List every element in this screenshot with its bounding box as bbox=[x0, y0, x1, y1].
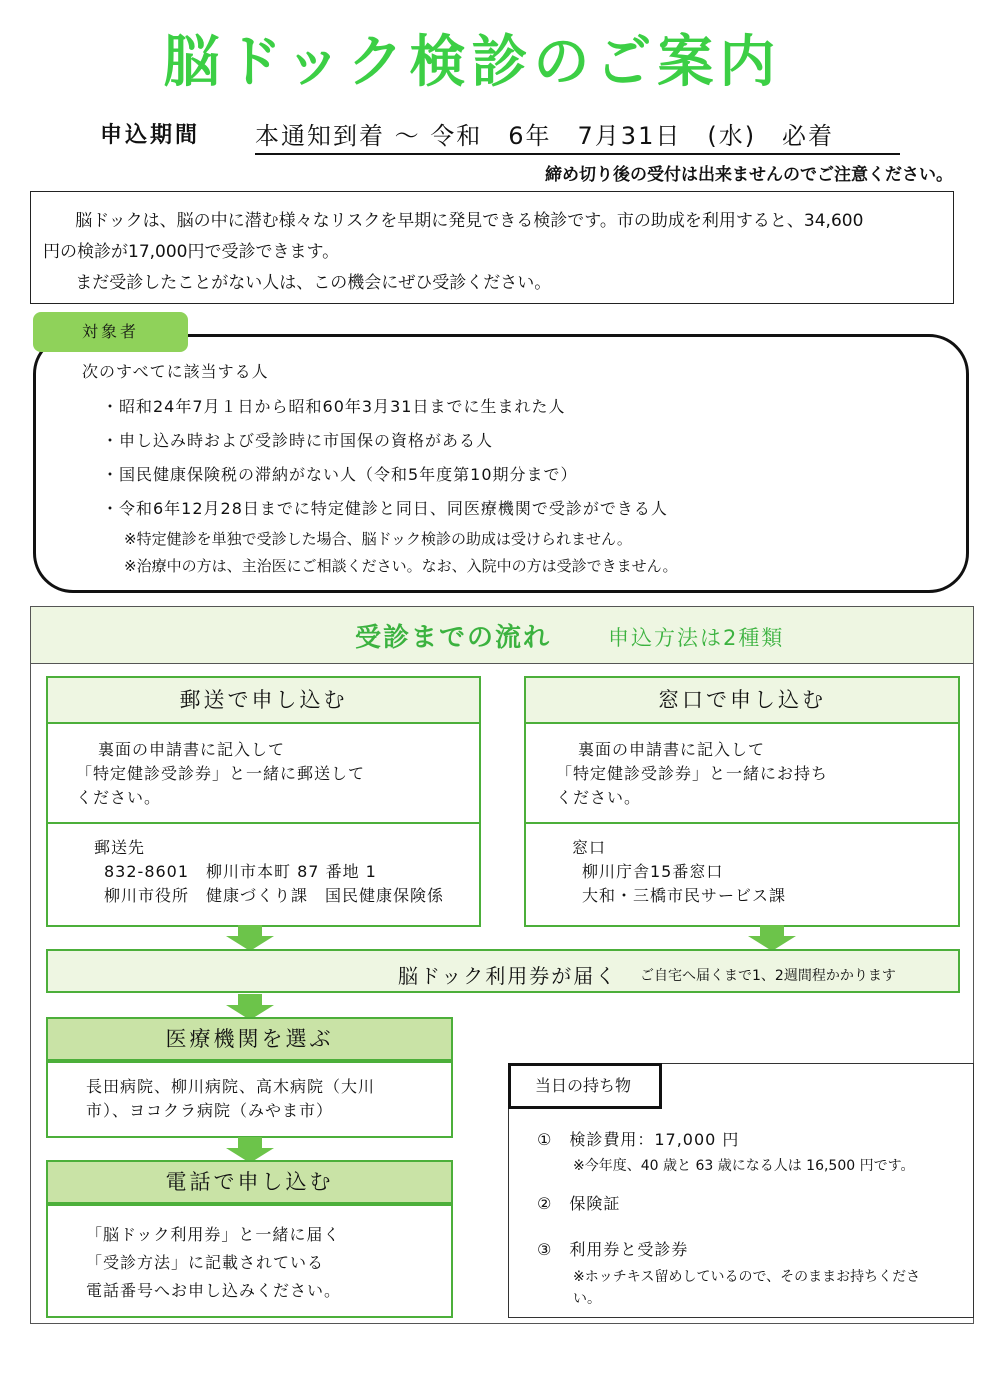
intro-line-2: 円の検診が17,000円で受診できます。 bbox=[43, 242, 340, 262]
counter-apply-box bbox=[524, 676, 960, 824]
phone-apply-heading: 電話で申し込む bbox=[48, 1162, 451, 1202]
flow-subtitle: 申込方法は2種類 bbox=[608, 626, 785, 650]
counter-desc-2: 「特定健診受診券」と一緒にお持ち bbox=[556, 764, 829, 783]
ticket-arrives-box bbox=[46, 949, 960, 993]
ticket-arrives-note: ご自宅へ届くまで1、2週間程かかります bbox=[640, 968, 896, 984]
down-arrow-icon bbox=[748, 925, 796, 951]
bring-item-3-note-2: い。 bbox=[573, 1291, 601, 1307]
counter-desc-1: 裏面の申請書に記入して bbox=[578, 740, 766, 759]
mail-destination-line-1: 832-8601 柳川市本町 87 番地 1 bbox=[104, 862, 377, 881]
choose-hospital-heading: 医療機関を選ぶ bbox=[48, 1019, 451, 1059]
bring-item-1: ① 検診費用：17,000 円 bbox=[537, 1130, 740, 1149]
hospital-list-box bbox=[46, 1061, 453, 1138]
counter-destination-line-1: 柳川庁舎15番窓口 bbox=[582, 862, 724, 881]
mail-destination-box bbox=[46, 822, 481, 927]
target-note-2: ※治療中の方は、主治医にご相談ください。なお、入院中の方は受診できません。 bbox=[124, 557, 678, 575]
bring-item-1-note: ※今年度、40 歳と 63 歳になる人は 16,500 円です。 bbox=[573, 1158, 915, 1174]
phone-apply-line-1: 「脳ドック利用券」と一緒に届く bbox=[86, 1225, 341, 1244]
target-item-2: ・申し込み時および受診時に市国保の資格がある人 bbox=[102, 431, 494, 450]
page-title: 脳ドック検診のご案内 bbox=[163, 30, 782, 95]
items-to-bring-tab: 当日の持ち物 bbox=[508, 1063, 662, 1109]
target-note-1: ※特定健診を単独で受診した場合、脳ドック検診の助成は受けられません。 bbox=[124, 530, 632, 548]
counter-destination-line-2: 大和・三橋市民サービス課 bbox=[582, 886, 787, 905]
target-lead: 次のすべてに該当する人 bbox=[82, 362, 269, 381]
counter-apply-heading: 窓口で申し込む bbox=[526, 678, 958, 724]
ticket-arrives-label: 脳ドック利用券が届く bbox=[398, 964, 618, 988]
target-item-1: ・昭和24年7月１日から昭和60年3月31日までに生まれた人 bbox=[102, 397, 566, 416]
intro-line-3: まだ受診したことがない人は、この機会にぜひ受診ください。 bbox=[75, 273, 552, 293]
counter-desc-3: ください。 bbox=[556, 788, 642, 807]
mail-apply-box bbox=[46, 676, 481, 824]
bring-item-2: ② 保険証 bbox=[537, 1194, 621, 1213]
mail-desc-1: 裏面の申請書に記入して bbox=[98, 740, 286, 759]
deadline-note: 締め切り後の受付は出来ませんのでご注意ください。 bbox=[545, 165, 953, 185]
application-period-value: 本通知到着 ～ 令和 6年 7月31日 (水) 必着 bbox=[255, 116, 900, 155]
intro-box bbox=[30, 191, 954, 304]
target-item-3: ・国民健康保険税の滞納がない人（令和5年度第10期分まで） bbox=[102, 465, 578, 484]
bring-item-3: ③ 利用券と受診券 bbox=[537, 1240, 689, 1259]
mail-destination-line-2: 柳川市役所 健康づくり課 国民健康保険係 bbox=[104, 886, 445, 905]
phone-apply-line-2: 「受診方法」に記載されている bbox=[86, 1253, 325, 1272]
bring-item-3-note-1: ※ホッチキス留めしているので、そのままお持ちくださ bbox=[573, 1269, 921, 1285]
hospital-list-line-2: 市）、ヨコクラ病院（みやま市） bbox=[86, 1101, 334, 1120]
mail-desc-2: 「特定健診受診券」と一緒に郵送して bbox=[76, 764, 366, 783]
counter-destination-label: 窓口 bbox=[572, 838, 607, 857]
hospital-list-line-1: 長田病院、柳川病院、高木病院（大川 bbox=[86, 1077, 376, 1096]
target-item-4: ・令和6年12月28日までに特定健診と同日、同医療機関で受診ができる人 bbox=[102, 499, 668, 518]
mail-destination-label: 郵送先 bbox=[94, 838, 146, 857]
intro-line-1: 脳ドックは、脳の中に潜む様々なリスクを早期に発見できる検診です。市の助成を利用すると、34,600 bbox=[75, 211, 864, 231]
down-arrow-icon bbox=[226, 925, 274, 951]
application-period-label: 申込期間 bbox=[100, 123, 201, 148]
mail-apply-heading: 郵送で申し込む bbox=[48, 678, 479, 724]
counter-destination-box bbox=[524, 822, 960, 927]
phone-apply-line-3: 電話番号へお申し込みください。 bbox=[86, 1281, 342, 1300]
phone-apply-box bbox=[46, 1204, 453, 1318]
mail-desc-3: ください。 bbox=[76, 788, 162, 807]
target-tab: 対象者 bbox=[33, 312, 188, 352]
flow-title: 受診までの流れ bbox=[355, 623, 552, 653]
choose-hospital-heading-box bbox=[46, 1017, 453, 1061]
phone-apply-heading-box bbox=[46, 1160, 453, 1204]
